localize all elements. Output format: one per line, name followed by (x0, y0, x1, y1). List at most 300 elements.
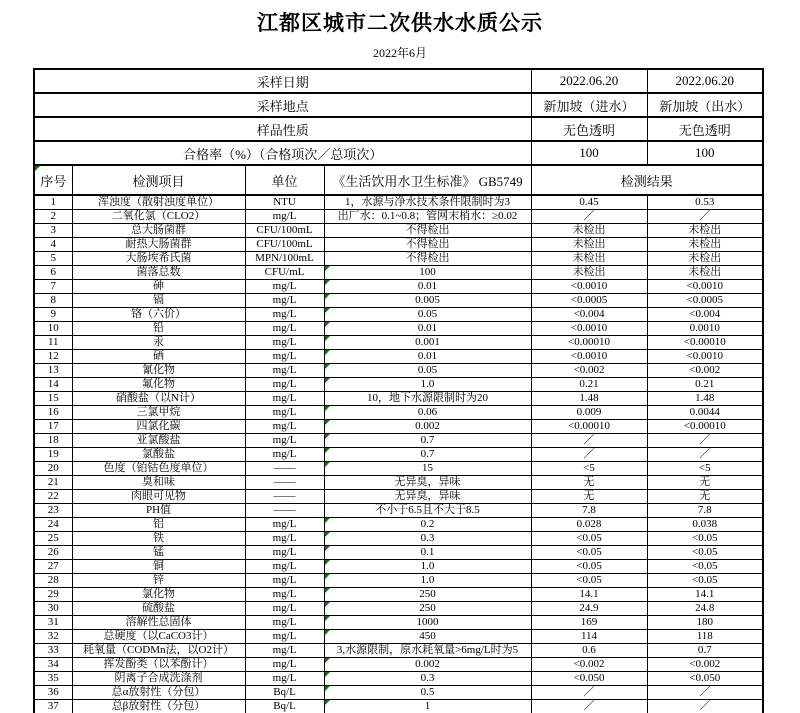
cell-no: 15 (34, 392, 72, 406)
table-row (34, 336, 763, 350)
cell-unit: mg/L (245, 602, 324, 616)
cell-result-out: <0.05 (647, 546, 763, 560)
cell-unit: —— (245, 476, 324, 490)
cell-unit: mg/L (245, 574, 324, 588)
table-row (34, 364, 763, 378)
cell-result-in: 未检出 (531, 266, 647, 280)
cell-unit: mg/L (245, 210, 324, 224)
excel-flag-icon (325, 672, 330, 677)
cell-no: 27 (34, 560, 72, 574)
cell-item: 汞 (72, 336, 245, 350)
cell-result-in: <0.0010 (531, 280, 647, 294)
cell-unit: mg/L (245, 532, 324, 546)
cell-unit: Bq/L (245, 700, 324, 713)
cell-item: 氯酸盐 (72, 448, 245, 462)
cell-standard: 1000 (324, 616, 531, 630)
page-title: 江都区城市二次供水水质公示 (257, 11, 543, 35)
cell-result-out: 无 (647, 490, 763, 504)
col-header-result: 检测结果 (531, 165, 763, 195)
cell-result-in: ／ (531, 210, 647, 224)
excel-flag-icon (325, 518, 330, 523)
cell-unit: mg/L (245, 560, 324, 574)
cell-no: 36 (34, 686, 72, 700)
cell-result-in: <5 (531, 462, 647, 476)
cell-unit: mg/L (245, 378, 324, 392)
cell-unit: mg/L (245, 280, 324, 294)
cell-result-in: 0.45 (531, 195, 647, 210)
cell-no: 4 (34, 238, 72, 252)
table-row (34, 546, 763, 560)
cell-result-in: 0.028 (531, 518, 647, 532)
cell-result-out: <5 (647, 462, 763, 476)
cell-standard: 0.001 (324, 336, 531, 350)
cell-item: 锰 (72, 546, 245, 560)
table-row (34, 504, 763, 518)
cell-result-out: 14.1 (647, 588, 763, 602)
cell-result-out: 0.038 (647, 518, 763, 532)
info-value: 无色透明 (647, 117, 763, 141)
cell-unit: CFU/100mL (245, 238, 324, 252)
cell-unit: mg/L (245, 294, 324, 308)
cell-no: 1 (34, 195, 72, 210)
cell-unit: mg/L (245, 434, 324, 448)
cell-result-out: ／ (647, 210, 763, 224)
cell-result-in: ／ (531, 700, 647, 713)
info-value: 2022.06.20 (647, 69, 763, 93)
cell-standard: 0.01 (324, 350, 531, 364)
table-row (34, 224, 763, 238)
cell-standard: 0.01 (324, 322, 531, 336)
cell-no: 7 (34, 280, 72, 294)
cell-result-out: 1.48 (647, 392, 763, 406)
cell-item: 铝 (72, 518, 245, 532)
table-row (34, 195, 763, 210)
cell-result-in: 0.6 (531, 644, 647, 658)
cell-result-in: ／ (531, 448, 647, 462)
cell-result-out: <0.0005 (647, 294, 763, 308)
cell-result-out: ／ (647, 686, 763, 700)
info-label: 采样日期 (34, 69, 531, 93)
cell-item: 浑浊度（散射浊度单位） (72, 195, 245, 210)
cell-item: 臭和味 (72, 476, 245, 490)
cell-result-out: 未检出 (647, 238, 763, 252)
cell-result-in: ／ (531, 686, 647, 700)
cell-result-in: 未检出 (531, 224, 647, 238)
cell-result-in: <0.00010 (531, 420, 647, 434)
table-row (34, 588, 763, 602)
cell-unit: —— (245, 462, 324, 476)
cell-standard: 0.1 (324, 546, 531, 560)
cell-no: 23 (34, 504, 72, 518)
excel-flag-icon (35, 166, 40, 171)
table-row (34, 462, 763, 476)
cell-no: 19 (34, 448, 72, 462)
cell-no: 6 (34, 266, 72, 280)
excel-flag-icon (325, 280, 330, 285)
excel-flag-icon (325, 546, 330, 551)
cell-result-out: ／ (647, 448, 763, 462)
info-label: 样品性质 (34, 117, 531, 141)
cell-item: 硫酸盐 (72, 602, 245, 616)
table-row (34, 378, 763, 392)
excel-flag-icon (325, 630, 330, 635)
cell-result-in: 24.9 (531, 602, 647, 616)
excel-flag-icon (325, 560, 330, 565)
cell-standard: 0.2 (324, 518, 531, 532)
info-value: 100 (531, 141, 647, 165)
cell-result-in: 0.21 (531, 378, 647, 392)
cell-standard: 不得检出 (324, 224, 531, 238)
info-label: 合格率（%）（合格项次／总项次） (34, 141, 531, 165)
cell-result-out: 0.7 (647, 644, 763, 658)
cell-unit: NTU (245, 195, 324, 210)
cell-result-in: <0.05 (531, 560, 647, 574)
excel-flag-icon (325, 294, 330, 299)
info-row-pass-rate (34, 141, 763, 165)
cell-item: 四氯化碳 (72, 420, 245, 434)
cell-result-out: <0.0010 (647, 280, 763, 294)
cell-result-out: 未检出 (647, 266, 763, 280)
cell-item: 铅 (72, 322, 245, 336)
cell-result-in: 未检出 (531, 252, 647, 266)
cell-result-out: 180 (647, 616, 763, 630)
cell-result-in: 114 (531, 630, 647, 644)
cell-result-in: 14.1 (531, 588, 647, 602)
cell-unit: mg/L (245, 392, 324, 406)
cell-standard: 0.3 (324, 672, 531, 686)
cell-item: 三氯甲烷 (72, 406, 245, 420)
cell-unit: mg/L (245, 364, 324, 378)
cell-unit: mg/L (245, 630, 324, 644)
table-row (34, 476, 763, 490)
cell-no: 17 (34, 420, 72, 434)
table-row (34, 532, 763, 546)
table-row (34, 518, 763, 532)
report-month: 2022年6月 (372, 46, 427, 60)
cell-result-out: <0.0010 (647, 350, 763, 364)
cell-unit: MPN/100mL (245, 252, 324, 266)
cell-item: 耐热大肠菌群 (72, 238, 245, 252)
excel-flag-icon (325, 350, 330, 355)
cell-unit: mg/L (245, 448, 324, 462)
excel-flag-icon (325, 308, 330, 313)
cell-no: 32 (34, 630, 72, 644)
cell-item: 氰化物 (72, 364, 245, 378)
excel-flag-icon (325, 448, 330, 453)
col-header-unit: 单位 (245, 165, 324, 195)
cell-result-out: ／ (647, 700, 763, 713)
cell-standard: 0.7 (324, 448, 531, 462)
cell-unit: mg/L (245, 308, 324, 322)
cell-item: 肉眼可见物 (72, 490, 245, 504)
excel-flag-icon (325, 406, 330, 411)
cell-standard: 0.005 (324, 294, 531, 308)
cell-item: 锌 (72, 574, 245, 588)
excel-flag-icon (325, 574, 330, 579)
cell-no: 18 (34, 434, 72, 448)
cell-standard: 出厂水：0.1~0.8；管网末梢水：≥0.02 (324, 210, 531, 224)
results-body (34, 195, 763, 713)
cell-standard: 不小于6.5且不大于8.5 (324, 504, 531, 518)
info-row-sampling-date (34, 69, 763, 93)
cell-result-out: <0.00010 (647, 420, 763, 434)
cell-result-out: <0.05 (647, 532, 763, 546)
cell-result-in: <0.0010 (531, 350, 647, 364)
cell-result-out: ／ (647, 434, 763, 448)
cell-no: 5 (34, 252, 72, 266)
cell-result-out: 未检出 (647, 252, 763, 266)
cell-standard: 1 (324, 700, 531, 713)
cell-result-in: <0.05 (531, 574, 647, 588)
cell-item: 亚氯酸盐 (72, 434, 245, 448)
cell-standard: 无异臭，异味 (324, 490, 531, 504)
table-row (34, 686, 763, 700)
cell-item: 氟化物 (72, 378, 245, 392)
cell-item: 铁 (72, 532, 245, 546)
cell-standard: 0.05 (324, 364, 531, 378)
cell-item: 色度（铂钴色度单位） (72, 462, 245, 476)
cell-unit: mg/L (245, 406, 324, 420)
cell-item: 硒 (72, 350, 245, 364)
excel-flag-icon (325, 532, 330, 537)
cell-item: 铬（六价） (72, 308, 245, 322)
col-header-standard: 《生活饮用水卫生标准》 GB5749 (324, 165, 531, 195)
table-row (34, 210, 763, 224)
cell-no: 22 (34, 490, 72, 504)
cell-result-in: 1.48 (531, 392, 647, 406)
cell-no: 9 (34, 308, 72, 322)
cell-no: 14 (34, 378, 72, 392)
cell-standard: 250 (324, 588, 531, 602)
table-row (34, 658, 763, 672)
table-row (34, 574, 763, 588)
info-value: 2022.06.20 (531, 69, 647, 93)
cell-no: 12 (34, 350, 72, 364)
cell-unit: mg/L (245, 546, 324, 560)
excel-flag-icon (325, 616, 330, 621)
cell-item: 二氧化氯（CLO2） (72, 210, 245, 224)
cell-unit: mg/L (245, 588, 324, 602)
table-row (34, 630, 763, 644)
cell-item: 挥发酚类（以苯酚计） (72, 658, 245, 672)
cell-result-in: <0.0010 (531, 322, 647, 336)
cell-no: 35 (34, 672, 72, 686)
cell-result-in: 无 (531, 476, 647, 490)
cell-result-in: 无 (531, 490, 647, 504)
cell-unit: mg/L (245, 518, 324, 532)
table-row (34, 406, 763, 420)
cell-result-in: 0.009 (531, 406, 647, 420)
cell-result-out: 0.53 (647, 195, 763, 210)
cell-unit: mg/L (245, 672, 324, 686)
cell-result-in: ／ (531, 434, 647, 448)
col-header-item: 检测项目 (72, 165, 245, 195)
table-row (34, 238, 763, 252)
cell-standard: 450 (324, 630, 531, 644)
cell-unit: mg/L (245, 616, 324, 630)
cell-item: 总α放射性（分包） (72, 686, 245, 700)
cell-standard: 1.0 (324, 574, 531, 588)
cell-no: 24 (34, 518, 72, 532)
info-value: 无色透明 (531, 117, 647, 141)
table-row (34, 266, 763, 280)
cell-result-in: <0.05 (531, 546, 647, 560)
cell-standard: 0.3 (324, 532, 531, 546)
cell-item: 总β放射性（分包） (72, 700, 245, 713)
cell-standard: 10，地下水源限制时为20 (324, 392, 531, 406)
cell-item: 菌落总数 (72, 266, 245, 280)
cell-standard: 15 (324, 462, 531, 476)
cell-result-in: 169 (531, 616, 647, 630)
table-row (34, 308, 763, 322)
cell-item: 铜 (72, 560, 245, 574)
cell-result-out: <0.050 (647, 672, 763, 686)
cell-no: 20 (34, 462, 72, 476)
column-header-row (34, 165, 763, 195)
cell-no: 31 (34, 616, 72, 630)
table-row (34, 602, 763, 616)
info-label: 采样地点 (34, 93, 531, 117)
cell-result-out: 118 (647, 630, 763, 644)
cell-result-in: 未检出 (531, 238, 647, 252)
cell-standard: 250 (324, 602, 531, 616)
cell-standard: 不得检出 (324, 252, 531, 266)
cell-standard: 3,水源限制，原水耗氧量>6mg/L时为5 (324, 644, 531, 658)
info-row-sampling-site (34, 93, 763, 117)
cell-result-out: <0.05 (647, 574, 763, 588)
table-row (34, 392, 763, 406)
cell-standard: 1，水源与净水技术条件限制时为3 (324, 195, 531, 210)
table-row (34, 252, 763, 266)
cell-standard: 100 (324, 266, 531, 280)
cell-result-out: <0.004 (647, 308, 763, 322)
excel-flag-icon (325, 658, 330, 663)
excel-flag-icon (325, 700, 330, 705)
col-header-no (34, 165, 72, 195)
table-row (34, 434, 763, 448)
cell-item: 总大肠菌群 (72, 224, 245, 238)
cell-no: 2 (34, 210, 72, 224)
cell-unit: —— (245, 504, 324, 518)
cell-item: 阴离子合成洗涤剂 (72, 672, 245, 686)
cell-no: 26 (34, 546, 72, 560)
cell-item: 耗氧量（CODMn法，以O2计） (72, 644, 245, 658)
cell-result-in: <0.05 (531, 532, 647, 546)
table-row (34, 560, 763, 574)
cell-result-out: <0.002 (647, 364, 763, 378)
cell-standard: 0.002 (324, 420, 531, 434)
cell-unit: —— (245, 490, 324, 504)
table-row (34, 700, 763, 713)
water-quality-table (33, 68, 764, 713)
cell-result-out: 24.8 (647, 602, 763, 616)
cell-item: 氯化物 (72, 588, 245, 602)
cell-result-out: 无 (647, 476, 763, 490)
cell-result-in: <0.0005 (531, 294, 647, 308)
cell-item: 溶解性总固体 (72, 616, 245, 630)
excel-flag-icon (325, 686, 330, 691)
cell-standard: 1.0 (324, 378, 531, 392)
cell-unit: mg/L (245, 420, 324, 434)
excel-flag-icon (325, 602, 330, 607)
cell-result-out: <0.00010 (647, 336, 763, 350)
cell-no: 3 (34, 224, 72, 238)
info-value: 100 (647, 141, 763, 165)
cell-no: 28 (34, 574, 72, 588)
excel-flag-icon (325, 588, 330, 593)
cell-no: 37 (34, 700, 72, 713)
cell-no: 13 (34, 364, 72, 378)
cell-no: 29 (34, 588, 72, 602)
cell-item: 总硬度（以CaCO3计） (72, 630, 245, 644)
cell-unit: mg/L (245, 336, 324, 350)
cell-result-in: <0.00010 (531, 336, 647, 350)
cell-standard: 无异臭，异味 (324, 476, 531, 490)
cell-standard: 0.5 (324, 686, 531, 700)
cell-standard: 0.01 (324, 280, 531, 294)
cell-standard: 1.0 (324, 560, 531, 574)
table-row (34, 294, 763, 308)
cell-item: 大肠埃希氏菌 (72, 252, 245, 266)
excel-flag-icon (325, 266, 330, 271)
table-row (34, 616, 763, 630)
cell-item: 砷 (72, 280, 245, 294)
cell-result-out: <0.002 (647, 658, 763, 672)
cell-item: 镉 (72, 294, 245, 308)
col-header-label: 序号 (40, 173, 67, 189)
cell-unit: mg/L (245, 322, 324, 336)
cell-result-in: <0.050 (531, 672, 647, 686)
cell-unit: mg/L (245, 658, 324, 672)
cell-result-in: <0.002 (531, 364, 647, 378)
cell-unit: mg/L (245, 350, 324, 364)
table-row (34, 322, 763, 336)
cell-result-out: <0.05 (647, 560, 763, 574)
cell-result-out: 7.8 (647, 504, 763, 518)
cell-standard: 不得检出 (324, 238, 531, 252)
cell-result-in: <0.002 (531, 658, 647, 672)
table-row (34, 448, 763, 462)
cell-no: 10 (34, 322, 72, 336)
cell-no: 33 (34, 644, 72, 658)
excel-flag-icon (325, 434, 330, 439)
excel-flag-icon (325, 364, 330, 369)
cell-result-in: <0.004 (531, 308, 647, 322)
info-value: 新加坡（出水） (647, 93, 763, 117)
cell-no: 25 (34, 532, 72, 546)
cell-result-in: 7.8 (531, 504, 647, 518)
table-row (34, 644, 763, 658)
cell-no: 21 (34, 476, 72, 490)
cell-unit: mg/L (245, 644, 324, 658)
cell-no: 34 (34, 658, 72, 672)
cell-no: 16 (34, 406, 72, 420)
cell-unit: CFU/mL (245, 266, 324, 280)
table-row (34, 280, 763, 294)
cell-item: PH值 (72, 504, 245, 518)
excel-flag-icon (325, 322, 330, 327)
cell-standard: 0.06 (324, 406, 531, 420)
table-row (34, 350, 763, 364)
cell-no: 30 (34, 602, 72, 616)
info-row-sample-nature (34, 117, 763, 141)
cell-no: 11 (34, 336, 72, 350)
table-row (34, 672, 763, 686)
cell-standard: 0.05 (324, 308, 531, 322)
cell-unit: CFU/100mL (245, 224, 324, 238)
table-row (34, 490, 763, 504)
cell-standard: 0.002 (324, 658, 531, 672)
